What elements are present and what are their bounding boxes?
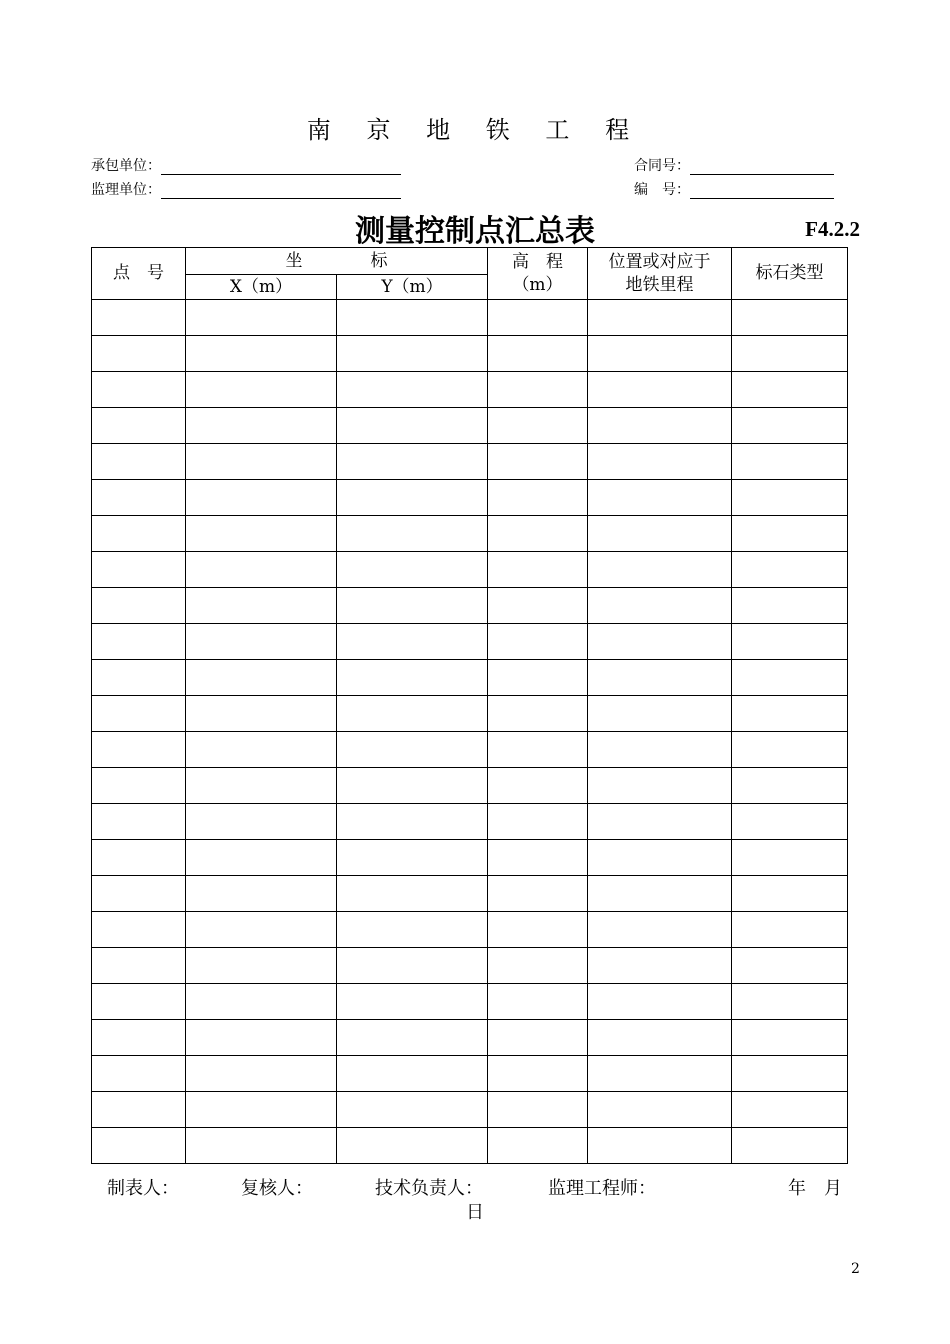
table-cell[interactable] xyxy=(732,588,848,624)
table-cell[interactable] xyxy=(337,912,488,948)
table-cell[interactable] xyxy=(92,408,186,444)
table-row xyxy=(92,984,848,1020)
table-row xyxy=(92,732,848,768)
table-cell[interactable] xyxy=(732,480,848,516)
table-cell[interactable] xyxy=(92,1092,186,1128)
table-cell[interactable] xyxy=(588,1128,732,1164)
table-cell[interactable] xyxy=(488,408,588,444)
table-cell[interactable] xyxy=(588,948,732,984)
table-cell[interactable] xyxy=(588,372,732,408)
table-cell[interactable] xyxy=(588,984,732,1020)
table-cell[interactable] xyxy=(337,300,488,336)
table-cell[interactable] xyxy=(186,984,337,1020)
control-point-table xyxy=(91,247,848,1164)
table-cell[interactable] xyxy=(588,1020,732,1056)
table-cell[interactable] xyxy=(186,444,337,480)
table-cell[interactable] xyxy=(488,912,588,948)
table-row xyxy=(92,372,848,408)
table-row xyxy=(92,660,848,696)
form-title: 测量控制点汇总表 xyxy=(355,214,595,249)
contract-no-label: 合同号： xyxy=(634,158,690,174)
table-cell[interactable] xyxy=(488,1056,588,1092)
table-cell[interactable] xyxy=(337,1020,488,1056)
table-cell[interactable] xyxy=(92,372,186,408)
table-cell[interactable] xyxy=(732,516,848,552)
table-cell[interactable] xyxy=(92,840,186,876)
table-cell[interactable] xyxy=(488,840,588,876)
table-cell[interactable] xyxy=(337,732,488,768)
table-cell[interactable] xyxy=(588,552,732,588)
table-cell[interactable] xyxy=(92,552,186,588)
table-cell[interactable] xyxy=(337,840,488,876)
table-cell[interactable] xyxy=(588,444,732,480)
supervisor-field xyxy=(91,179,401,199)
table-cell[interactable] xyxy=(186,408,337,444)
table-cell[interactable] xyxy=(588,840,732,876)
table-cell[interactable] xyxy=(588,480,732,516)
header-point-no: 点 号 xyxy=(92,248,186,300)
table-cell[interactable] xyxy=(92,588,186,624)
table-row xyxy=(92,1128,848,1164)
table-cell[interactable] xyxy=(337,480,488,516)
table-cell[interactable] xyxy=(92,336,186,372)
contractor-field xyxy=(91,155,401,175)
table-cell[interactable] xyxy=(337,588,488,624)
table-cell[interactable] xyxy=(732,804,848,840)
table-cell[interactable] xyxy=(488,552,588,588)
table-cell[interactable] xyxy=(488,984,588,1020)
table-cell[interactable] xyxy=(92,624,186,660)
table-cell[interactable] xyxy=(92,804,186,840)
table-cell[interactable] xyxy=(337,408,488,444)
table-cell[interactable] xyxy=(337,1056,488,1092)
header-monument-type: 标石类型 xyxy=(732,248,848,300)
table-cell[interactable] xyxy=(588,768,732,804)
table-cell[interactable] xyxy=(588,1092,732,1128)
table-cell[interactable] xyxy=(732,624,848,660)
table-row xyxy=(92,552,848,588)
form-code: F4.2.2 xyxy=(805,217,860,241)
table-cell[interactable] xyxy=(588,1056,732,1092)
table-cell[interactable] xyxy=(337,768,488,804)
table-row xyxy=(92,876,848,912)
table-cell[interactable] xyxy=(92,948,186,984)
table-cell[interactable] xyxy=(92,1128,186,1164)
table-cell[interactable] xyxy=(488,948,588,984)
table-cell[interactable] xyxy=(488,1128,588,1164)
table-cell[interactable] xyxy=(588,732,732,768)
table-cell[interactable] xyxy=(92,912,186,948)
table-cell[interactable] xyxy=(186,480,337,516)
table-cell[interactable] xyxy=(588,804,732,840)
table-row xyxy=(92,768,848,804)
contract-no-line[interactable] xyxy=(690,158,834,175)
year-month-label: 年 月 xyxy=(788,1178,842,1199)
tech-lead-label: 技术负责人： xyxy=(375,1178,483,1199)
table-cell[interactable] xyxy=(488,444,588,480)
header-elevation-line1: 高 程 xyxy=(512,251,563,272)
table-row xyxy=(92,1056,848,1092)
header-elevation xyxy=(488,248,588,300)
table-cell[interactable] xyxy=(92,876,186,912)
table-cell[interactable] xyxy=(337,984,488,1020)
table-cell[interactable] xyxy=(186,912,337,948)
table-cell[interactable] xyxy=(337,1092,488,1128)
table-cell[interactable] xyxy=(186,696,337,732)
reviewed-by-label: 复核人： xyxy=(241,1178,313,1199)
table-cell[interactable] xyxy=(732,768,848,804)
table-cell[interactable] xyxy=(186,768,337,804)
serial-no-label: 编 号： xyxy=(634,182,690,198)
table-cell[interactable] xyxy=(732,1092,848,1128)
table-cell[interactable] xyxy=(92,444,186,480)
table-cell[interactable] xyxy=(488,768,588,804)
contractor-line[interactable] xyxy=(161,158,401,175)
header-y: Y（m） xyxy=(337,275,488,300)
table-cell[interactable] xyxy=(732,696,848,732)
supervisor-line[interactable] xyxy=(161,182,401,199)
table-cell[interactable] xyxy=(186,1020,337,1056)
header-coordinates: 坐 标 xyxy=(186,248,488,275)
table-cell[interactable] xyxy=(92,1020,186,1056)
table-cell[interactable] xyxy=(732,444,848,480)
table-cell[interactable] xyxy=(488,300,588,336)
table-cell[interactable] xyxy=(186,372,337,408)
table-row xyxy=(92,444,848,480)
table-cell[interactable] xyxy=(732,732,848,768)
table-cell[interactable] xyxy=(488,372,588,408)
table-cell[interactable] xyxy=(732,336,848,372)
table-cell[interactable] xyxy=(732,372,848,408)
table-cell[interactable] xyxy=(588,588,732,624)
table-row xyxy=(92,408,848,444)
table-cell[interactable] xyxy=(488,1092,588,1128)
serial-no-field xyxy=(634,179,834,199)
table-cell[interactable] xyxy=(732,552,848,588)
table-cell[interactable] xyxy=(186,948,337,984)
table-cell[interactable] xyxy=(488,624,588,660)
table-row xyxy=(92,696,848,732)
header-location-line2: 地铁里程 xyxy=(625,274,694,295)
table-cell[interactable] xyxy=(732,1056,848,1092)
table-cell[interactable] xyxy=(488,1020,588,1056)
table-cell[interactable] xyxy=(186,732,337,768)
table-cell[interactable] xyxy=(488,588,588,624)
table-row xyxy=(92,516,848,552)
table-cell[interactable] xyxy=(588,876,732,912)
table-cell[interactable] xyxy=(488,480,588,516)
table-cell[interactable] xyxy=(588,912,732,948)
prepared-by-label: 制表人： xyxy=(107,1178,179,1199)
table-cell[interactable] xyxy=(588,696,732,732)
day-label: 日 xyxy=(466,1202,484,1223)
table-cell[interactable] xyxy=(186,840,337,876)
table-cell[interactable] xyxy=(337,804,488,840)
table-cell[interactable] xyxy=(92,768,186,804)
table-cell[interactable] xyxy=(732,1128,848,1164)
table-cell[interactable] xyxy=(186,1056,337,1092)
table-cell[interactable] xyxy=(186,1128,337,1164)
table-row xyxy=(92,624,848,660)
table-row xyxy=(92,300,848,336)
table-cell[interactable] xyxy=(337,624,488,660)
table-cell[interactable] xyxy=(92,696,186,732)
header-x: X（m） xyxy=(186,275,337,300)
table-cell[interactable] xyxy=(732,300,848,336)
table-cell[interactable] xyxy=(732,876,848,912)
header-elevation-line2: （m） xyxy=(512,274,563,295)
table-cell[interactable] xyxy=(186,552,337,588)
table-row xyxy=(92,840,848,876)
table-cell[interactable] xyxy=(92,984,186,1020)
table-cell[interactable] xyxy=(488,732,588,768)
table-cell[interactable] xyxy=(186,300,337,336)
table-cell[interactable] xyxy=(732,660,848,696)
table-cell[interactable] xyxy=(186,624,337,660)
table-cell[interactable] xyxy=(588,408,732,444)
table-cell[interactable] xyxy=(186,336,337,372)
table-cell[interactable] xyxy=(337,372,488,408)
table-cell[interactable] xyxy=(488,876,588,912)
supervisor-engineer-label: 监理工程师： xyxy=(548,1178,656,1199)
table-cell[interactable] xyxy=(732,912,848,948)
table-cell[interactable] xyxy=(337,336,488,372)
table-cell[interactable] xyxy=(337,552,488,588)
table-cell[interactable] xyxy=(588,516,732,552)
table-row xyxy=(92,588,848,624)
table-cell[interactable] xyxy=(732,840,848,876)
table-body xyxy=(92,300,848,1164)
table-cell[interactable] xyxy=(337,948,488,984)
table-cell[interactable] xyxy=(186,1092,337,1128)
project-title: 南 京 地 铁 工 程 xyxy=(306,116,644,144)
table-row xyxy=(92,912,848,948)
table-row xyxy=(92,948,848,984)
contract-no-field xyxy=(634,155,834,175)
table-cell[interactable] xyxy=(588,624,732,660)
table-cell[interactable] xyxy=(732,948,848,984)
table-cell[interactable] xyxy=(488,804,588,840)
header-location-line1: 位置或对应于 xyxy=(608,251,711,272)
table-cell[interactable] xyxy=(186,516,337,552)
table-cell[interactable] xyxy=(488,336,588,372)
table-cell[interactable] xyxy=(588,336,732,372)
supervisor-label: 监理单位： xyxy=(91,182,161,198)
table-cell[interactable] xyxy=(186,804,337,840)
table-cell[interactable] xyxy=(488,660,588,696)
serial-no-line[interactable] xyxy=(690,182,834,199)
table-cell[interactable] xyxy=(588,660,732,696)
table-cell[interactable] xyxy=(186,660,337,696)
table-cell[interactable] xyxy=(337,696,488,732)
table-cell[interactable] xyxy=(92,480,186,516)
table-cell[interactable] xyxy=(488,516,588,552)
table-cell[interactable] xyxy=(337,660,488,696)
table-cell[interactable] xyxy=(732,984,848,1020)
table-row xyxy=(92,804,848,840)
table-cell[interactable] xyxy=(588,300,732,336)
page-number: 2 xyxy=(851,1261,860,1277)
table-cell[interactable] xyxy=(337,876,488,912)
table-row xyxy=(92,336,848,372)
table-row xyxy=(92,480,848,516)
table-cell[interactable] xyxy=(92,300,186,336)
table-cell[interactable] xyxy=(92,732,186,768)
table-cell[interactable] xyxy=(732,408,848,444)
table-cell[interactable] xyxy=(337,516,488,552)
table-cell[interactable] xyxy=(488,696,588,732)
table-cell[interactable] xyxy=(92,660,186,696)
table-cell[interactable] xyxy=(732,1020,848,1056)
table-cell[interactable] xyxy=(92,1056,186,1092)
table-cell[interactable] xyxy=(337,1128,488,1164)
table-cell[interactable] xyxy=(186,876,337,912)
header-location xyxy=(588,248,732,300)
contractor-label: 承包单位： xyxy=(91,158,161,174)
table-row xyxy=(92,1020,848,1056)
table-cell[interactable] xyxy=(186,588,337,624)
table-cell[interactable] xyxy=(92,516,186,552)
table-row xyxy=(92,1092,848,1128)
table-cell[interactable] xyxy=(337,444,488,480)
